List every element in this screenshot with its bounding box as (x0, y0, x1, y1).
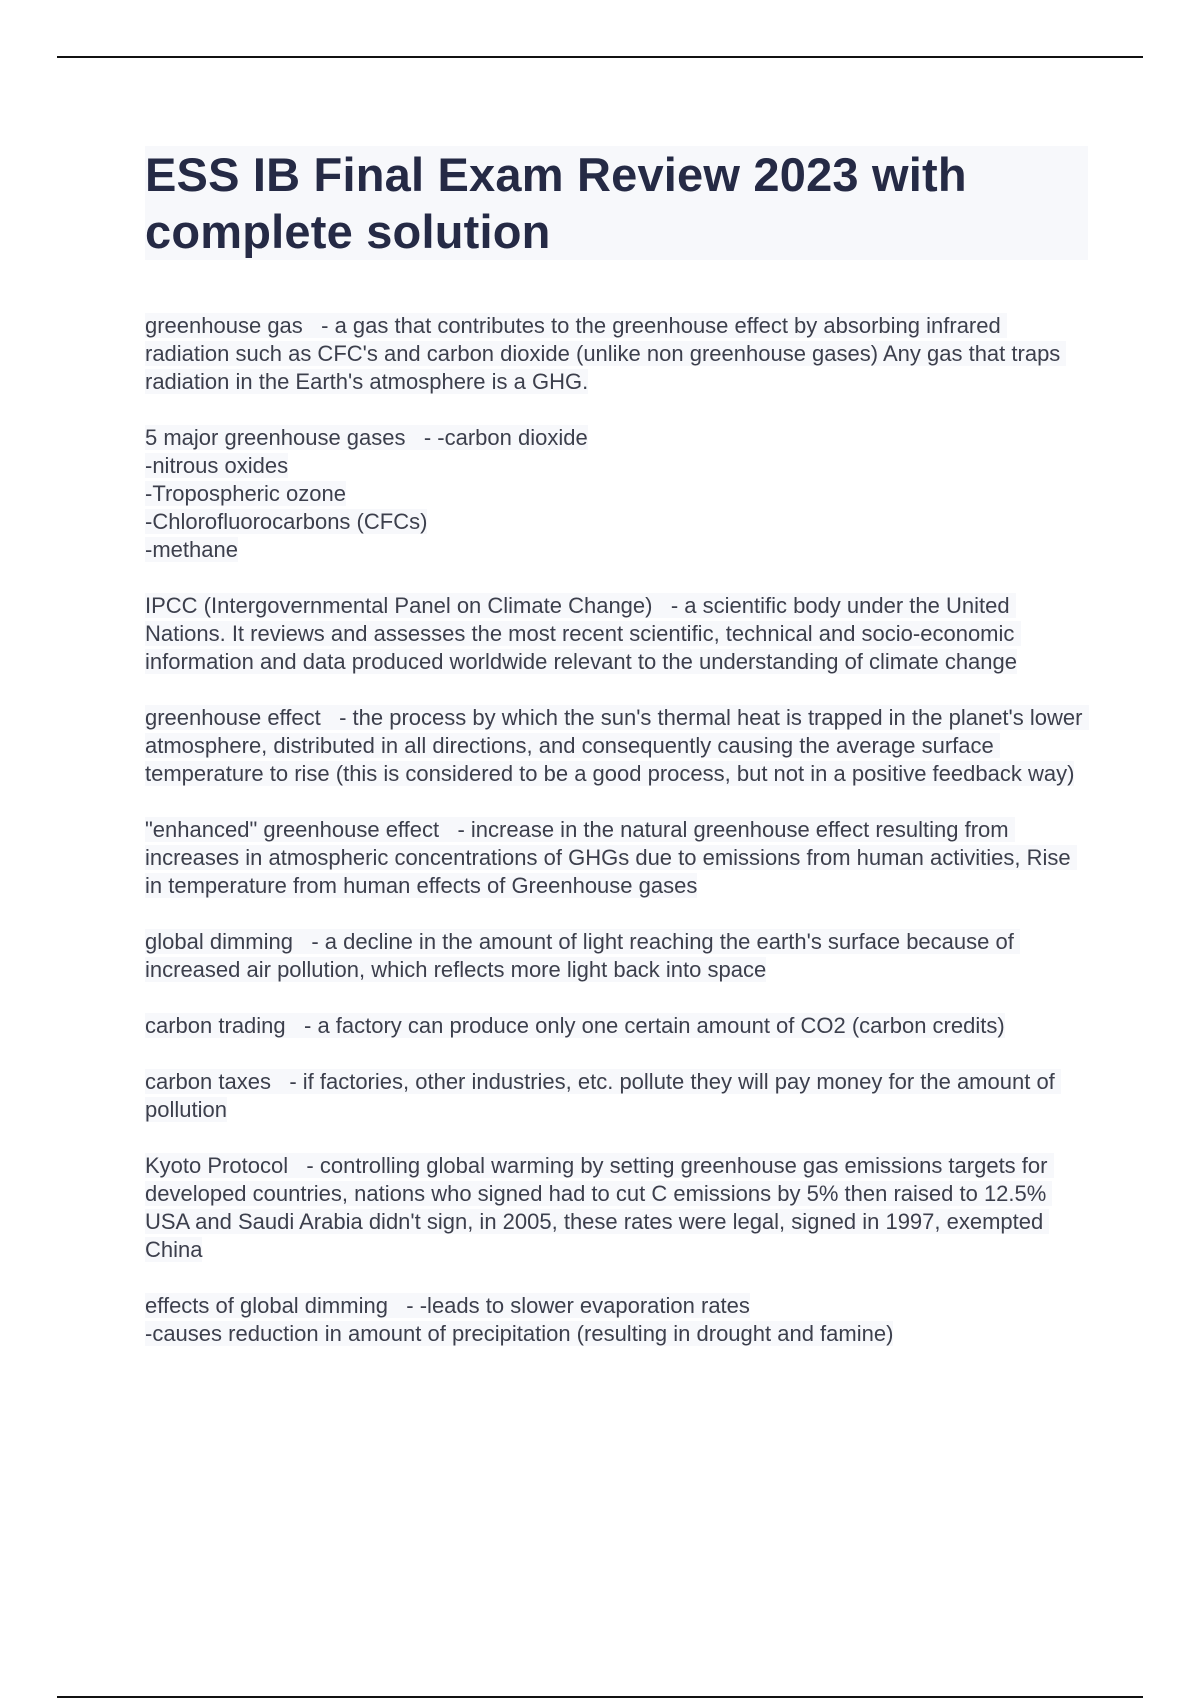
flashcard-definition: - -leads to slower evaporation rates -causes reduction in amount of precipitation (resulting in drought and famine) (145, 1293, 894, 1346)
flashcard-definition: - the process by which the sun's thermal heat is trapped in the planet's lower atmosphere, distributed in all directions, and consequently causing the average surface temperature to rise (this is considered to be a good process, but not in a positive feedback way) (145, 705, 1089, 786)
flashcard-item (145, 1292, 1090, 1348)
flashcard-term: effects of global dimming (145, 1293, 388, 1318)
top-rule (57, 56, 1143, 58)
flashcard-definition: - -carbon dioxide -nitrous oxides -Tropospheric ozone -Chlorofluorocarbons (CFCs) -methane (145, 425, 588, 562)
flashcard-item (145, 1012, 1090, 1040)
flashcard-definition: - increase in the natural greenhouse effect resulting from increases in atmospheric concentrations of GHGs due to emissions from human activities, Rise in temperature from human effects of Greenhouse gases (145, 817, 1077, 898)
flashcard-item (145, 424, 1090, 564)
flashcard-list (145, 312, 1090, 1376)
flashcard-term: carbon taxes (145, 1069, 271, 1094)
flashcard-term: greenhouse gas (145, 313, 303, 338)
flashcard-term: 5 major greenhouse gases (145, 425, 406, 450)
flashcard-definition: - a factory can produce only one certain amount of CO2 (carbon credits) (304, 1013, 1005, 1038)
flashcard-term: carbon trading (145, 1013, 286, 1038)
flashcard-item (145, 816, 1090, 900)
flashcard-definition: - if factories, other industries, etc. pollute they will pay money for the amount of pollution (145, 1069, 1061, 1122)
flashcard-item (145, 592, 1090, 676)
flashcard-item (145, 1068, 1090, 1124)
flashcard-definition: - controlling global warming by setting greenhouse gas emissions targets for developed countries, nations who signed had to cut C emissions by 5% then raised to 12.5% USA and Saudi Arabia didn't sign, in 2005, these rates were legal, signed in 1997, exempted China (145, 1153, 1054, 1262)
flashcard-item (145, 1152, 1090, 1264)
flashcard-item (145, 312, 1090, 396)
flashcard-definition: - a decline in the amount of light reaching the earth's surface because of increased air pollution, which reflects more light back into space (145, 929, 1020, 982)
flashcard-term: IPCC (Intergovernmental Panel on Climate Change) (145, 593, 653, 618)
flashcard-item (145, 704, 1090, 788)
flashcard-item (145, 928, 1090, 984)
bottom-rule (57, 1696, 1143, 1698)
flashcard-term: Kyoto Protocol (145, 1153, 289, 1178)
document-title: ESS IB Final Exam Review 2023 with complete solution (145, 148, 967, 258)
flashcard-definition: - a gas that contributes to the greenhouse effect by absorbing infrared radiation such as CFC's and carbon dioxide (unlike non greenhouse gases) Any gas that traps radiation in the Earth's atmosphere is a GHG. (145, 313, 1067, 394)
title-block (145, 146, 1088, 260)
flashcard-term: "enhanced" greenhouse effect (145, 817, 440, 842)
flashcard-term: greenhouse effect (145, 705, 321, 730)
flashcard-term: global dimming (145, 929, 293, 954)
flashcard-definition: - a scientific body under the United Nations. It reviews and assesses the most recent scientific, technical and socio-economic information and data produced worldwide relevant to the understanding of climate change (145, 593, 1021, 674)
